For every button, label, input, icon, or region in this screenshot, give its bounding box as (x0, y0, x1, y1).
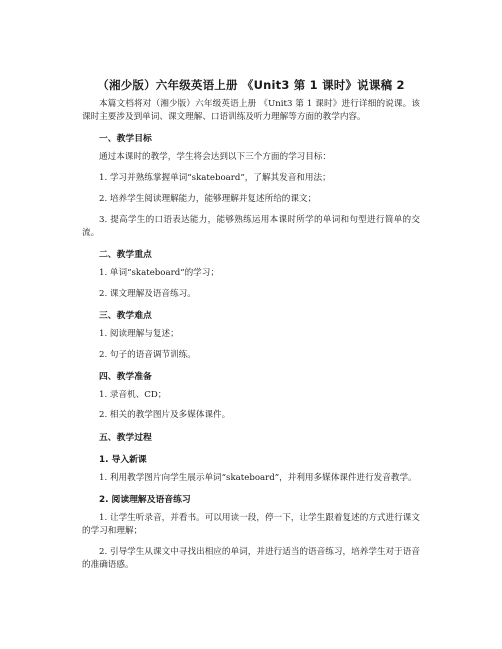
section-heading-key-points: 二、教学重点 (99, 249, 152, 260)
subsection-heading-introduction: 1. 导入新课 (99, 454, 147, 465)
difficulty-item: 1. 阅读理解与复述； (99, 328, 179, 339)
objective-item: 2. 培养学生阅读理解能力，能够理解并复述所给的课文； (99, 193, 317, 204)
section-heading-process: 五、教学过程 (99, 432, 152, 443)
document-title: （湘少版）六年级英语上册 《Unit3 第 1 课时》说课稿 2 (97, 78, 405, 92)
document-body (82, 98, 420, 572)
key-point-item: 2. 课文理解及语音练习。 (99, 288, 196, 299)
key-point-item: 1. 单词“skateboard”的学习； (99, 267, 219, 278)
preparation-item: 1. 录音机、CD； (99, 389, 167, 400)
section-heading-preparation: 四、教学准备 (99, 371, 152, 382)
section-heading-objectives: 一、教学目标 (99, 134, 152, 145)
objectives-lead: 通过本课时的教学，学生将会达到以下三个方面的学习目标： (99, 152, 332, 163)
intro-paragraph: 本篇文档将对（湘少版）六年级英语上册 《Unit3 第 1 课时》进行详细的说课。该课时主要涉及到单词、课文理解、口语训练及听力理解等方面的教学内容。 (82, 99, 420, 123)
objective-item: 1. 学习并熟练掌握单词“skateboard”，了解其发音和用法； (99, 173, 331, 184)
objective-item: 3. 提高学生的口语表达能力，能够熟练运用本课时所学的单词和句型进行简单的交流。 (82, 214, 420, 238)
subsection-heading-reading: 2. 阅读理解及语音练习 (99, 494, 191, 505)
process-item: 2. 引导学生从课文中寻找出相应的单词，并进行适当的语音练习，培养学生对于语音的准确语感。 (82, 546, 420, 570)
process-item: 1. 让学生听录音，并看书。可以用读一段，停一下，让学生跟着复述的方式进行课文的学习和理解； (82, 512, 420, 537)
section-heading-difficulties: 三、教学难点 (99, 310, 152, 321)
process-item: 1. 利用教学图片向学生展示单词“skateboard”，并利用多媒体课件进行发音教学。 (99, 472, 417, 483)
preparation-item: 2. 相关的教学图片及多媒体课件。 (99, 410, 231, 421)
difficulty-item: 2. 句子的语音调节训练。 (99, 349, 196, 360)
